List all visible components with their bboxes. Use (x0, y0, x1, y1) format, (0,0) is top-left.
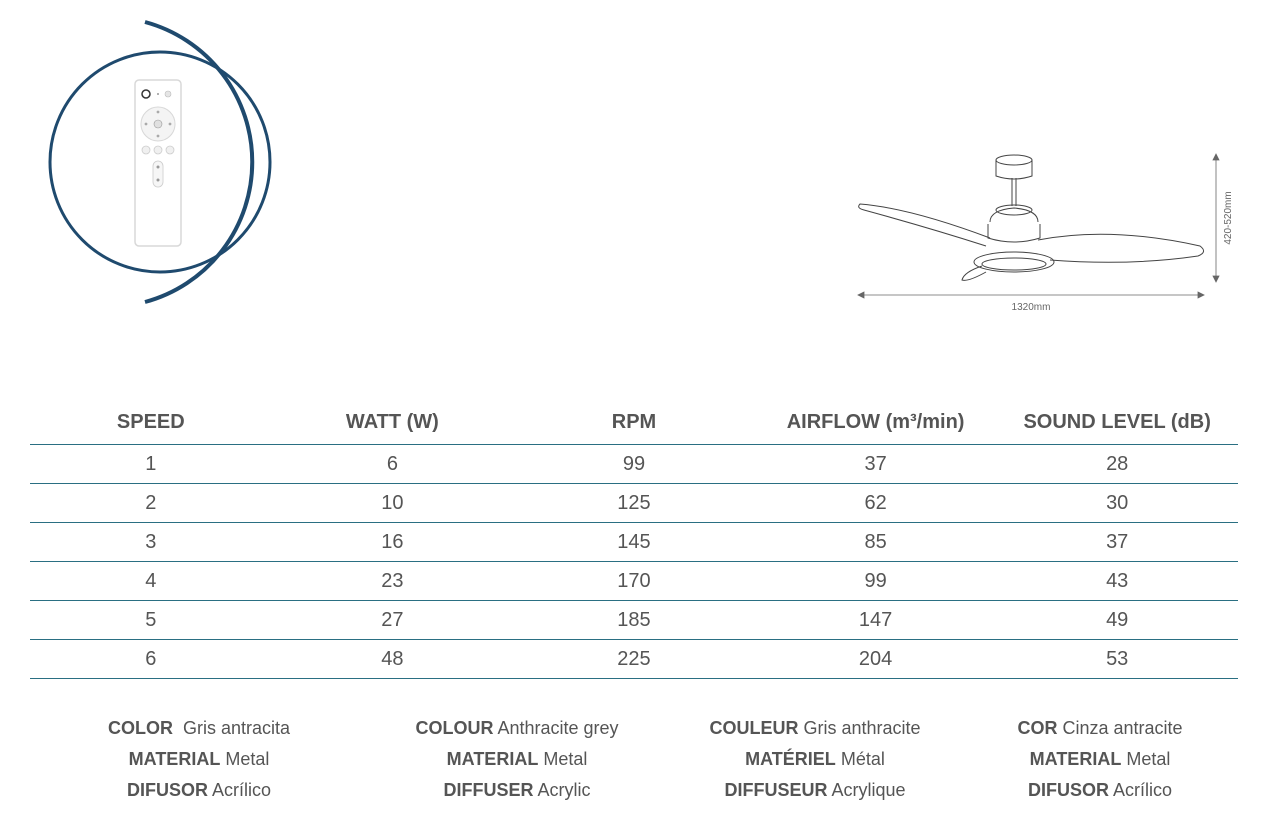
spec-color-value: Gris antracita (182, 718, 291, 738)
cell-sound: 37 (996, 523, 1238, 562)
spec-material-value: Metal (543, 749, 588, 769)
spec-color-key: COULEUR (709, 718, 799, 738)
cell-airflow: 147 (755, 601, 997, 640)
spec-material-line (665, 744, 965, 775)
spec-material-key: MATERIAL (128, 749, 221, 769)
spec-diffuser-line (665, 775, 965, 806)
cell-rpm: 99 (513, 445, 755, 484)
spec-color-value: Anthracite grey (497, 718, 619, 738)
cell-sound: 28 (996, 445, 1238, 484)
cell-watt: 48 (272, 640, 514, 679)
table-header-row (30, 400, 1238, 445)
cell-rpm: 185 (513, 601, 755, 640)
spec-diffuser-value: Acrílico (1113, 780, 1173, 800)
table-row (30, 562, 1238, 601)
cell-speed: 1 (30, 445, 272, 484)
spec-diffuser-value: Acrylique (831, 780, 906, 800)
spec-color-value: Gris anthracite (803, 718, 921, 738)
cell-airflow: 204 (755, 640, 997, 679)
spec-color-key: COLOUR (415, 718, 494, 738)
cell-sound: 53 (996, 640, 1238, 679)
spec-material-key: MATERIAL (1029, 749, 1122, 769)
fan-canopy (996, 155, 1032, 165)
fan-blade-left (859, 204, 990, 246)
cell-speed: 3 (30, 523, 272, 562)
spec-diffuser-line (950, 775, 1250, 806)
performance-table (30, 400, 1238, 679)
table-row (30, 484, 1238, 523)
header-watt: WATT (W) (272, 400, 514, 445)
spec-material-line (367, 744, 667, 775)
header-sound-level: SOUND LEVEL (dB) (996, 400, 1238, 445)
spec-diffuser-key: DIFFUSER (443, 780, 534, 800)
cell-airflow: 85 (755, 523, 997, 562)
spec-material-value: Métal (840, 749, 885, 769)
spec-material-line (49, 744, 349, 775)
fan-light-diffuser (974, 252, 1054, 272)
cell-watt: 23 (272, 562, 514, 601)
spec-diffuser-value: Acrílico (212, 780, 272, 800)
cell-airflow: 62 (755, 484, 997, 523)
width-dimension-label: 1320mm (1011, 302, 1051, 313)
table-row (30, 523, 1238, 562)
spec-color-line (665, 713, 965, 744)
spec-block-french (665, 713, 965, 806)
cell-rpm: 225 (513, 640, 755, 679)
cell-watt: 10 (272, 484, 514, 523)
remote-control-illustration (40, 14, 310, 314)
spec-diffuser-value: Acrylic (537, 780, 591, 800)
fan-blade-right (1038, 234, 1204, 262)
cell-watt: 16 (272, 523, 514, 562)
cell-airflow: 37 (755, 445, 997, 484)
spec-block-portuguese (950, 713, 1250, 806)
spec-color-key: COR (1017, 718, 1058, 738)
spec-diffuser-key: DIFUSOR (126, 780, 208, 800)
spec-material-value: Metal (1126, 749, 1171, 769)
spec-color-key: COLOR (107, 718, 173, 738)
cell-sound: 30 (996, 484, 1238, 523)
spec-block-english (367, 713, 667, 806)
spec-diffuser-key: DIFFUSEUR (724, 780, 828, 800)
cell-watt: 6 (272, 445, 514, 484)
spec-diffuser-line (49, 775, 349, 806)
spec-diffuser-line (367, 775, 667, 806)
cell-speed: 4 (30, 562, 272, 601)
spec-material-key: MATÉRIEL (745, 749, 836, 769)
cell-speed: 2 (30, 484, 272, 523)
spec-material-value: Metal (225, 749, 270, 769)
spec-color-value: Cinza antracite (1062, 718, 1183, 738)
table-row (30, 601, 1238, 640)
cell-airflow: 99 (755, 562, 997, 601)
cell-rpm: 170 (513, 562, 755, 601)
cell-sound: 49 (996, 601, 1238, 640)
spec-color-line (950, 713, 1250, 744)
cell-sound: 43 (996, 562, 1238, 601)
cell-speed: 5 (30, 601, 272, 640)
spec-material-line (950, 744, 1250, 775)
height-dimension-label: 420-520mm (1223, 191, 1234, 245)
cell-rpm: 125 (513, 484, 755, 523)
cell-rpm: 145 (513, 523, 755, 562)
spec-material-key: MATERIAL (446, 749, 539, 769)
header-rpm: RPM (513, 400, 755, 445)
header-speed: SPEED (30, 400, 272, 445)
table-row (30, 640, 1238, 679)
spec-block-spanish (49, 713, 349, 806)
cell-watt: 27 (272, 601, 514, 640)
table-row (30, 445, 1238, 484)
cell-speed: 6 (30, 640, 272, 679)
spec-color-line (367, 713, 667, 744)
header-airflow: AIRFLOW (m³/min) (755, 400, 997, 445)
ceiling-fan-drawing (850, 148, 1250, 323)
spec-diffuser-key: DIFUSOR (1027, 780, 1109, 800)
spec-color-line (49, 713, 349, 744)
